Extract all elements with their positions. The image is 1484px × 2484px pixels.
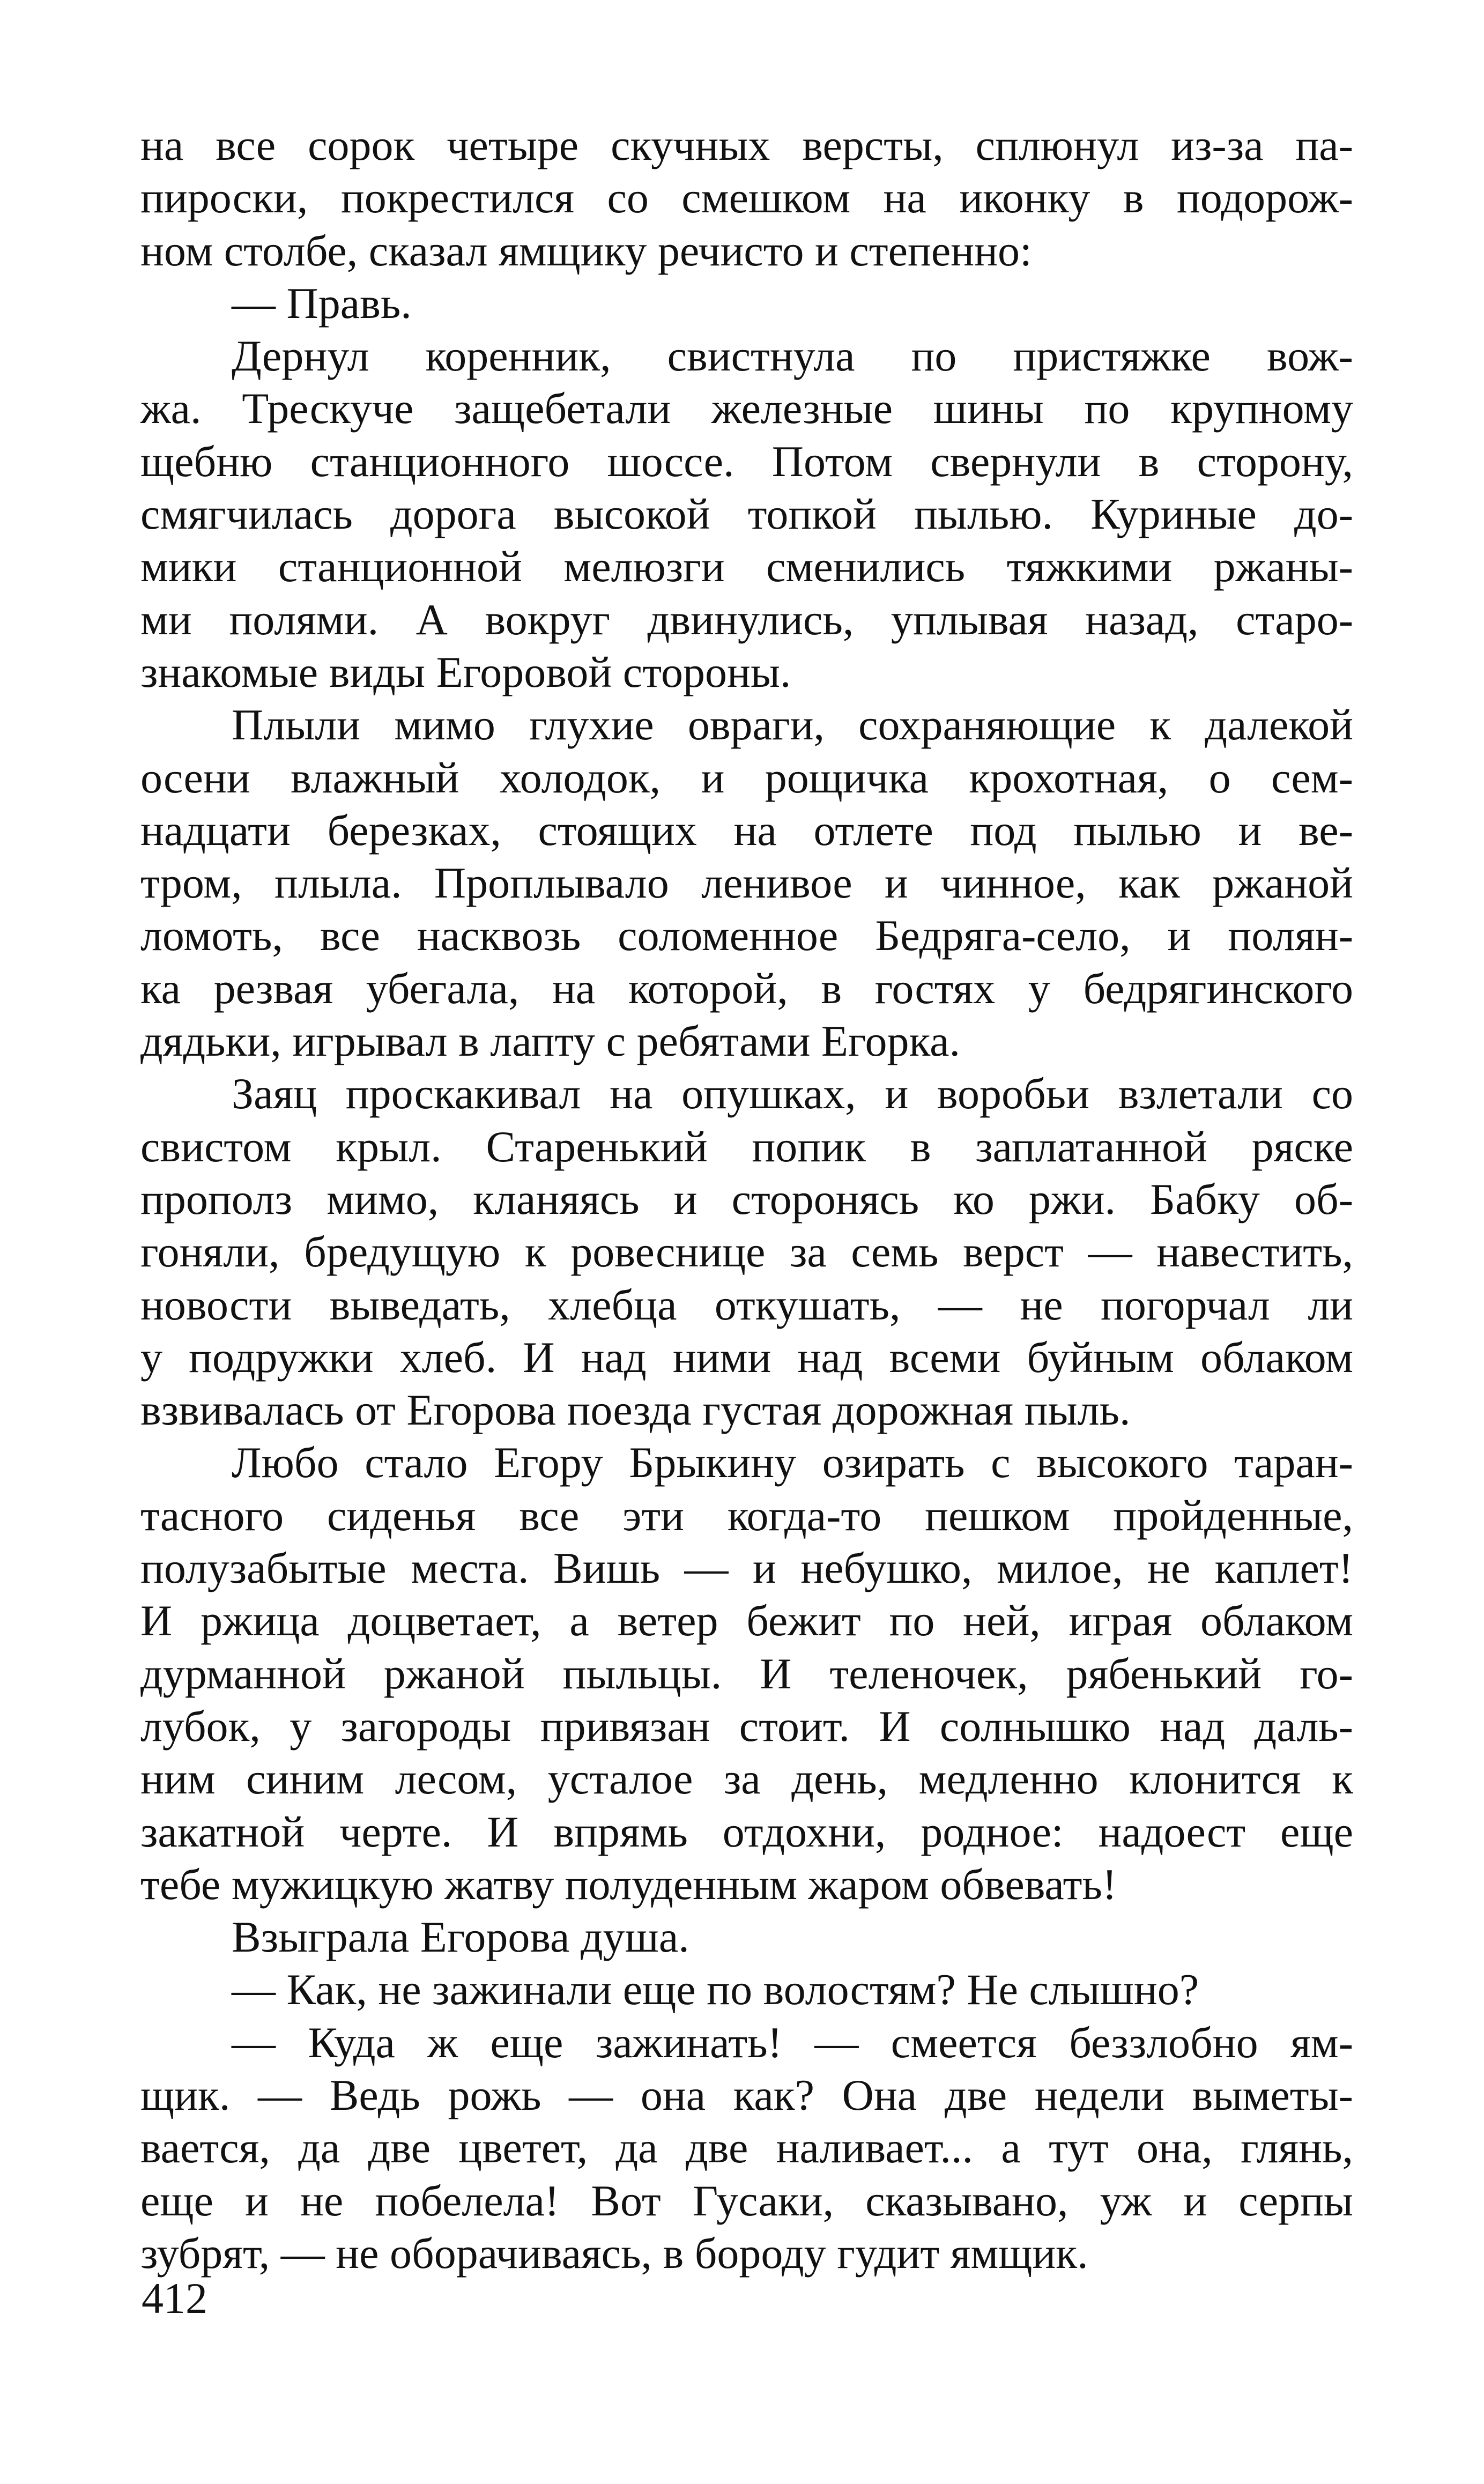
text-line: Заяц проскакивал на опушках, и воробьи взлетали со: [232, 1069, 1353, 1118]
text-line: Взыграла Егорова душа.: [232, 1912, 689, 1962]
text-line: вается, да две цветет, да две наливает... а тут она, глянь,: [140, 2123, 1353, 2172]
text-line: полузабытые места. Вишь — и небушко, милое, не каплет!: [140, 1544, 1353, 1593]
text-line: ка резвая убегала, на которой, в гостях у бедрягинского: [140, 963, 1353, 1013]
text-line: щебню станционного шоссе. Потом свернули в сторону,: [140, 436, 1353, 486]
text-line: прополз мимо, кланяясь и сторонясь ко ржи. Бабку об-: [140, 1174, 1353, 1224]
text-line: на все сорок четыре скучных версты, сплюнул из-за па-: [140, 121, 1353, 169]
text-line: знакомые виды Егоровой стороны.: [140, 647, 791, 696]
text-line: мики станционной мелюзги сменились тяжкими ржаны-: [140, 542, 1353, 591]
text-line: — Правь.: [232, 278, 412, 328]
text-line: еще и не побелела! Вот Гусаки, сказывано, уж и серпы: [140, 2176, 1353, 2225]
text-line: жа. Трескуче защебетали железные шины по крупному: [140, 384, 1353, 433]
text-line: гоняли, бредущую к ровеснице за семь верст — навестить,: [140, 1227, 1353, 1277]
text-line: осени влажный холодок, и рощичка крохотная, о сем-: [140, 753, 1353, 802]
text-line: тасного сиденья все эти когда-то пешком пройденные,: [140, 1491, 1353, 1540]
text-line: ми полями. А вокруг двинулись, уплывая назад, старо-: [140, 595, 1353, 644]
text-line: тебе мужицкую жатву полуденным жаром обвевать!: [140, 1859, 1117, 1909]
body-text: [140, 119, 1353, 2280]
text-line: ном столбе, сказал ямщику речисто и степенно:: [140, 226, 1032, 275]
text-line: смягчилась дорога высокой топкой пылью. Куриные до-: [140, 490, 1353, 539]
text-line: надцати березках, стоящих на отлете под пылью и ве-: [140, 805, 1353, 855]
text-line: у подружки хлеб. И над ними над всеми буйным облаком: [140, 1332, 1353, 1382]
text-line: закатной черте. И впрямь отдохни, родное: надоест еще: [140, 1807, 1353, 1856]
text-line: дурманной ржаной пыльцы. И теленочек, рябенький го-: [140, 1649, 1353, 1698]
text-line: взвивалась от Егорова поезда густая дорожная пыль.: [140, 1385, 1131, 1435]
text-line: — Как, не зажинали еще по волостям? Не слышно?: [232, 1965, 1199, 2014]
text-line: — Куда ж еще зажинать! — смеется беззлобно ям-: [232, 2018, 1353, 2067]
text-line: свистом крыл. Старенький попик в заплатанной ряске: [140, 1122, 1353, 1171]
text-line: ним синим лесом, усталое за день, медленно клонится к: [140, 1754, 1353, 1804]
text-line: Дернул коренник, свистнула по пристяжке вож-: [232, 331, 1353, 381]
text-line: тром, плыла. Проплывало ленивое и чинное, как ржаной: [140, 858, 1353, 908]
text-line: щик. — Ведь рожь — она как? Она две недели выметы-: [140, 2070, 1353, 2119]
text-line: И ржица доцветает, а ветер бежит по ней, играя облаком: [140, 1596, 1353, 1645]
text-line: ломоть, все насквозь соломенное Бедряга-село, и полян-: [140, 911, 1353, 960]
text-line: Плыли мимо глухие овраги, сохраняющие к далекой: [232, 700, 1353, 750]
text-line: пироски, покрестился со смешком на иконку в подорож-: [140, 173, 1353, 223]
text-line: дядьки, игрывал в лапту с ребятами Егорка.: [140, 1017, 961, 1066]
text-line: новости выведать, хлебца откушать, — не погорчал ли: [140, 1280, 1353, 1329]
text-line: лубок, у загороды привязан стоит. И солнышко над даль-: [140, 1701, 1353, 1751]
text-line: Любо стало Егору Брыкину озирать с высокого таран-: [232, 1438, 1353, 1487]
text-line: зубрят, — не оборачиваясь, в бороду гудит ямщик.: [140, 2228, 1088, 2278]
page-number: 412: [142, 2274, 207, 2323]
